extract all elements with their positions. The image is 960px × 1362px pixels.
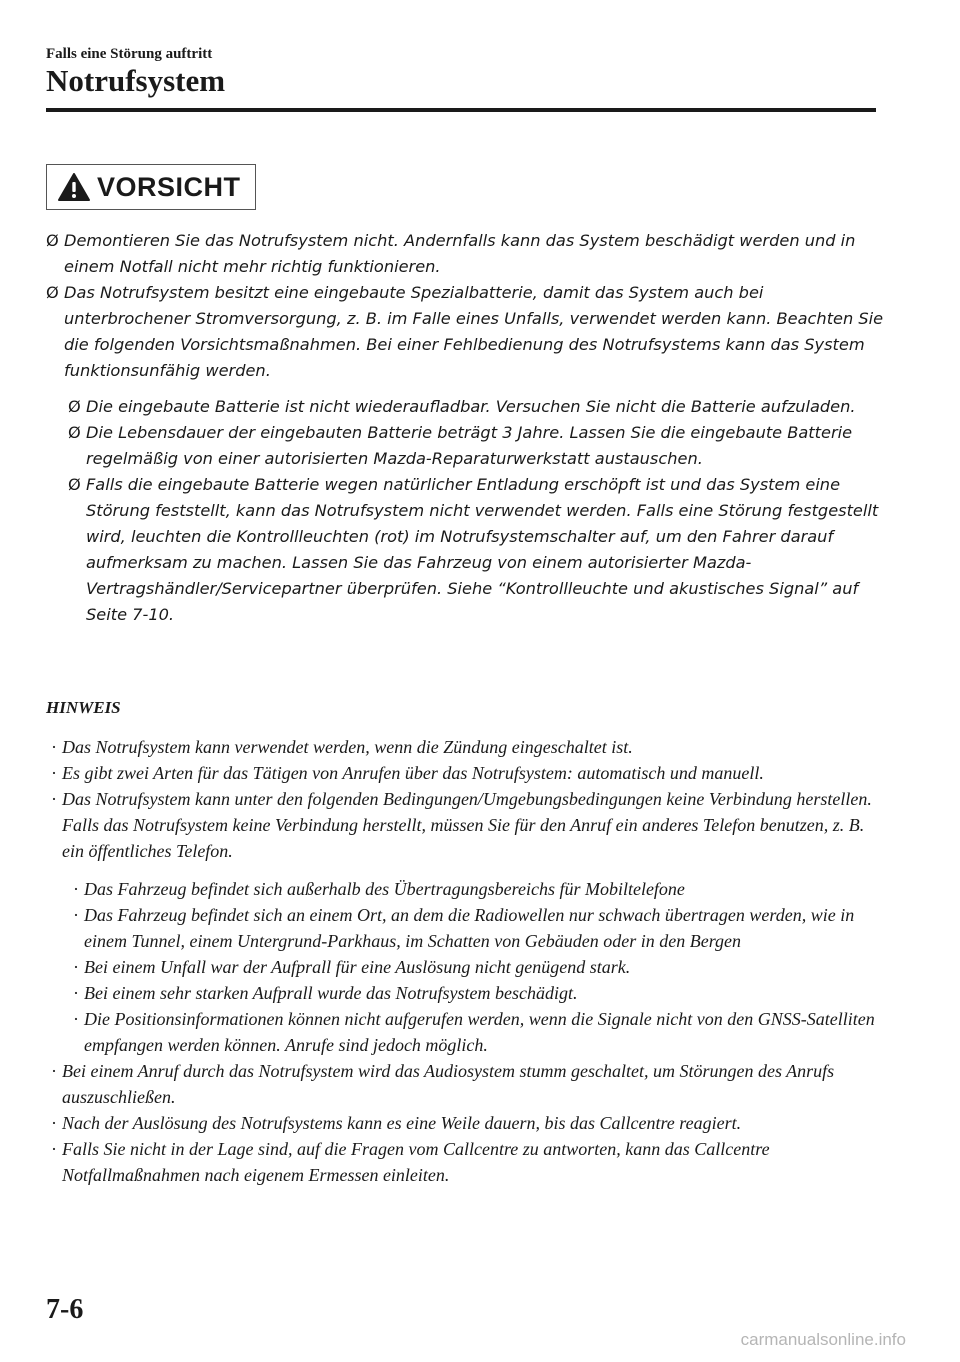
note-item: · Das Notrufsystem kann unter den folgenden Bedingungen/Umgebungsbedingungen keine Verbindung herstellen. Falls das Notrufsystem keine Verbindung herstellt, müssen Sie für den Anruf ein anderes Telefon benutzen, z. B. ein öffentliches Telefon.	[46, 786, 886, 864]
warning-triangle-icon	[57, 172, 91, 202]
caution-box	[46, 164, 256, 210]
caution-subitem: Ø Falls die eingebaute Batterie wegen natürlicher Entladung erschöpft ist und das System eine Störung feststellt, kann das Notrufsystem nicht verwendet werden. Falls eine Störung festgestellt wird, leuchten die Kontrollleuchten (rot) im Notrufsystemschalter auf, um den Fahrer darauf aufmerksam zu machen. Lassen Sie das Fahrzeug von einem autorisierter Mazda-Vertragshändler/Servicepartner überprüfen. Siehe “Kontrollleuchte und akustisches Signal” auf Seite 7-10.	[68, 472, 886, 628]
note-heading: HINWEIS	[46, 698, 121, 717]
arrow-bullet-icon: Ø	[68, 475, 81, 494]
dot-bullet-icon: ·	[51, 789, 57, 809]
caution-sublist	[68, 394, 886, 628]
dot-bullet-icon: ·	[51, 1061, 57, 1081]
caution-item: Ø Das Notrufsystem besitzt eine eingebaute Spezialbatterie, damit das System auch bei unterbrochener Stromversorgung, z. B. im Falle eines Unfalls, verwendet werden kann. Beachten Sie die folgenden Vorsichtsmaßnahmen. Bei einer Fehlbedienung des Notrufsystems kann das System funktionsunfähig werden.	[46, 280, 886, 384]
note-item: · Das Notrufsystem kann verwendet werden, wenn die Zündung eingeschaltet ist.	[46, 734, 886, 760]
dot-bullet-icon: ·	[51, 1139, 57, 1159]
dot-bullet-icon: ·	[73, 905, 79, 925]
watermark: carmanualsonline.info	[740, 1330, 906, 1349]
note-subitem: · Bei einem Unfall war der Aufprall für eine Auslösung nicht genügend stark.	[68, 954, 886, 980]
note-item: · Es gibt zwei Arten für das Tätigen von Anrufen über das Notrufsystem: automatisch und manuell.	[46, 760, 886, 786]
arrow-bullet-icon: Ø	[46, 283, 59, 302]
page-number: 7-6	[46, 1294, 84, 1325]
note-subitem: · Das Fahrzeug befindet sich an einem Ort, an dem die Radiowellen nur schwach übertragen werden, wie in einem Tunnel, einem Untergrund-Parkhaus, im Schatten von Gebäuden oder in den Bergen	[68, 902, 886, 954]
dot-bullet-icon: ·	[73, 1009, 79, 1029]
header-rule	[46, 108, 876, 112]
dot-bullet-icon: ·	[51, 737, 57, 757]
note-subitem: · Das Fahrzeug befindet sich außerhalb des Übertragungsbereichs für Mobiltelefone	[68, 876, 886, 902]
page-title: Notrufsystem	[46, 63, 226, 98]
note-item: · Falls Sie nicht in der Lage sind, auf die Fragen vom Callcentre zu antworten, kann das Callcentre Notfallmaßnahmen nach eigenem Ermessen einleiten.	[46, 1136, 886, 1188]
arrow-bullet-icon: Ø	[68, 423, 81, 442]
caution-item: Ø Demontieren Sie das Notrufsystem nicht. Andernfalls kann das System beschädigt werden und in einem Notfall nicht mehr richtig funktionieren.	[46, 228, 886, 280]
caution-label: VORSICHT	[97, 171, 241, 202]
note-subitem: · Bei einem sehr starken Aufprall wurde das Notrufsystem beschädigt.	[68, 980, 886, 1006]
note-sublist	[68, 876, 886, 1058]
dot-bullet-icon: ·	[51, 1113, 57, 1133]
arrow-bullet-icon: Ø	[46, 231, 59, 250]
note-item: · Bei einem Anruf durch das Notrufsystem wird das Audiosystem stumm geschaltet, um Störungen des Anrufs auszuschließen.	[46, 1058, 886, 1110]
arrow-bullet-icon: Ø	[68, 397, 81, 416]
dot-bullet-icon: ·	[73, 957, 79, 977]
dot-bullet-icon: ·	[73, 983, 79, 1003]
caution-subitem: Ø Die Lebensdauer der eingebauten Batterie beträgt 3 Jahre. Lassen Sie die eingebaute Batterie regelmäßig von einer autorisierten Mazda-Reparaturwerkstatt austauschen.	[68, 420, 886, 472]
caution-list	[46, 228, 886, 628]
dot-bullet-icon: ·	[51, 763, 57, 783]
note-item: · Nach der Auslösung des Notrufsystems kann es eine Weile dauern, bis das Callcentre reagiert.	[46, 1110, 886, 1136]
caution-subitem: Ø Die eingebaute Batterie ist nicht wiederaufladbar. Versuchen Sie nicht die Batterie aufzuladen.	[68, 394, 886, 420]
note-list	[46, 734, 886, 1188]
note-subitem: · Die Positionsinformationen können nicht aufgerufen werden, wenn die Signale nicht von den GNSS-Satelliten empfangen werden können. Anrufe sind jedoch möglich.	[68, 1006, 886, 1058]
section-label: Falls eine Störung auftritt	[46, 46, 213, 62]
dot-bullet-icon: ·	[73, 879, 79, 899]
